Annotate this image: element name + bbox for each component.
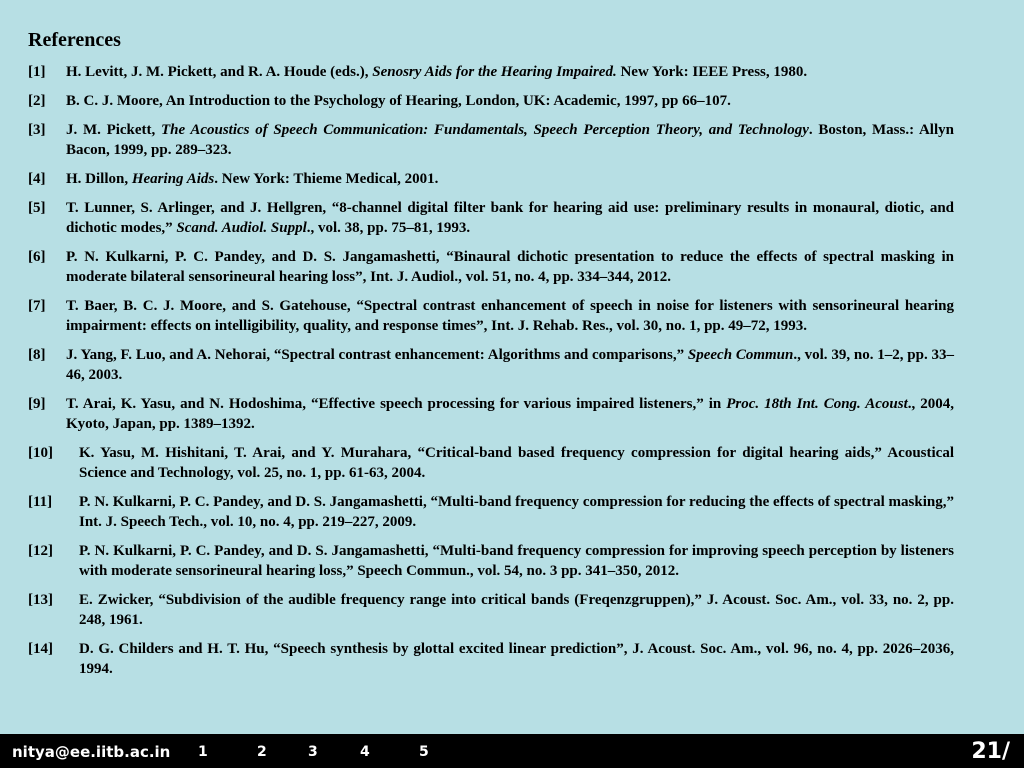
reference-item [28,443,954,483]
section-link-3[interactable]: 3 [308,744,318,760]
reference-text [79,590,954,630]
reference-italic-title: The Acoustics of Speech Communication: Fundamentals, Speech Perception Theory, and Technology [161,122,809,138]
reference-text [66,345,954,385]
reference-item [28,120,954,160]
reference-number: [14] [28,641,53,657]
reference-text [79,492,954,532]
author-email: nitya@ee.iitb.ac.in [12,743,171,761]
reference-text [66,247,954,287]
reference-text-part: K. Yasu, M. Hishitani, T. Arai, and Y. Murahara, “Critical-band based frequency compression for digital hearing aids,” Acoustical Science and Technology, vol. 25, no. 1, pp. 61-63, 2004. [79,445,954,481]
reference-text-part: J. M. Pickett, [66,122,162,138]
reference-text [66,394,954,434]
reference-number: [2] [28,93,46,109]
reference-text-part: B. C. J. Moore, An Introduction to the Psychology of Hearing, London, UK: Academic, 1997, pp 66–107. [66,93,731,109]
reference-item [28,394,954,434]
reference-item [28,590,954,630]
slide-number: 21/ [971,739,1010,764]
reference-number: [12] [28,543,53,559]
reference-text [79,639,954,679]
section-link-4[interactable]: 4 [360,744,370,760]
reference-text-part: D. G. Childers and H. T. Hu, “Speech synthesis by glottal excited linear prediction”, J. Acoust. Soc. Am., vol. 96, no. 4, pp. 2026–2036, 1994. [79,641,954,677]
reference-number: [9] [28,396,46,412]
reference-number: [11] [28,494,53,510]
footer-bar [0,734,1024,768]
reference-text-part: ., vol. 38, pp. 75–81, 1993. [306,220,471,236]
reference-italic-title: Scand. Audiol. Suppl [176,220,307,236]
reference-text-part: T. Baer, B. C. J. Moore, and S. Gatehouse, “Spectral contrast enhancement of speech in noise for listeners with sensorineural hearing impairment: effects on intelligibility, quality, and response times”, Int. J. Rehab. Res., vol. 30, no. 1, pp. 49–72, 1993. [66,298,954,334]
reference-text [66,198,954,238]
reference-number: [6] [28,249,46,265]
reference-item [28,541,954,581]
reference-number: [1] [28,64,46,80]
reference-number: [7] [28,298,46,314]
reference-item [28,198,954,238]
reference-text [66,91,954,111]
reference-number: [8] [28,347,46,363]
reference-text-part: . New York: Thieme Medical, 2001. [214,171,439,187]
reference-item [28,247,954,287]
reference-item [28,169,954,189]
reference-text-part: T. Arai, K. Yasu, and N. Hodoshima, “Effective speech processing for various impaired listeners,” in [66,396,727,412]
reference-text-part: . Boston, Mass.: Allyn Bacon, 1999, pp. 289–323. [66,122,954,158]
reference-italic-title: Speech Commun [687,347,794,363]
reference-italic-title: Senosry Aids for the Hearing Impaired. [372,64,617,80]
reference-text-part: E. Zwicker, “Subdivision of the audible frequency range into critical bands (Freqenzgruppen),” J. Acoust. Soc. Am., vol. 33, no. 2, pp. 248, 1961. [79,592,954,628]
reference-item [28,492,954,532]
reference-text [66,120,954,160]
reference-text-part: P. N. Kulkarni, P. C. Pandey, and D. S. Jangamashetti, “Multi-band frequency compression for reducing the effects of spectral masking,” Int. J. Speech Tech., vol. 10, no. 4, pp. 219–227, 2009. [79,494,954,530]
reference-text-part: H. Dillon, [66,171,132,187]
reference-item [28,91,954,111]
reference-text [79,443,954,483]
reference-number: [13] [28,592,53,608]
reference-text-part: P. N. Kulkarni, P. C. Pandey, and D. S. Jangamashetti, “Binaural dichotic presentation to reduce the effects of spectral masking in moderate bilateral sensorineural hearing loss”, Int. J. Audiol., vol. 51, no. 4, pp. 334–344, 2012. [66,249,954,285]
reference-number: [5] [28,200,46,216]
reference-text-part: ., vol. 39, no. 1–2, pp. 33–46, 2003. [66,347,954,383]
reference-text [66,296,954,336]
reference-text [66,169,954,189]
reference-item [28,296,954,336]
reference-text-part: J. Yang, F. Luo, and A. Nehorai, “Spectral contrast enhancement: Algorithms and comparisons,” [66,347,688,363]
reference-italic-title: Proc. 18th Int. Cong. Acoust [726,396,908,412]
reference-item [28,345,954,385]
reference-text-part: H. Levitt, J. M. Pickett, and R. A. Houde (eds.), [66,64,373,80]
reference-item [28,639,954,679]
reference-text-part: ., 2004, Kyoto, Japan, pp. 1389–1392. [66,396,954,432]
references-heading: References [28,29,121,51]
reference-text [79,541,954,581]
reference-text-part: New York: IEEE Press, 1980. [616,64,808,80]
section-navigation [0,734,1024,768]
reference-number: [3] [28,122,46,138]
section-link-2[interactable]: 2 [257,744,267,760]
reference-item [28,62,954,82]
reference-text-part: P. N. Kulkarni, P. C. Pandey, and D. S. Jangamashetti, “Multi-band frequency compression for improving speech perception by listeners with moderate sensorineural hearing loss,” Speech Commun., vol. 54, no. 3 pp. 341–350, 2012. [79,543,954,579]
reference-list [28,62,954,688]
reference-text-part: T. Lunner, S. Arlinger, and J. Hellgren, “8-channel digital filter bank for hearing aid use: preliminary results in monaural, diotic, and dichotic modes,” [66,200,954,236]
section-link-5[interactable]: 5 [419,744,429,760]
reference-number: [10] [28,445,53,461]
reference-text [66,62,954,82]
reference-number: [4] [28,171,46,187]
reference-italic-title: Hearing Aids [131,171,215,187]
section-link-1[interactable]: 1 [198,744,208,760]
